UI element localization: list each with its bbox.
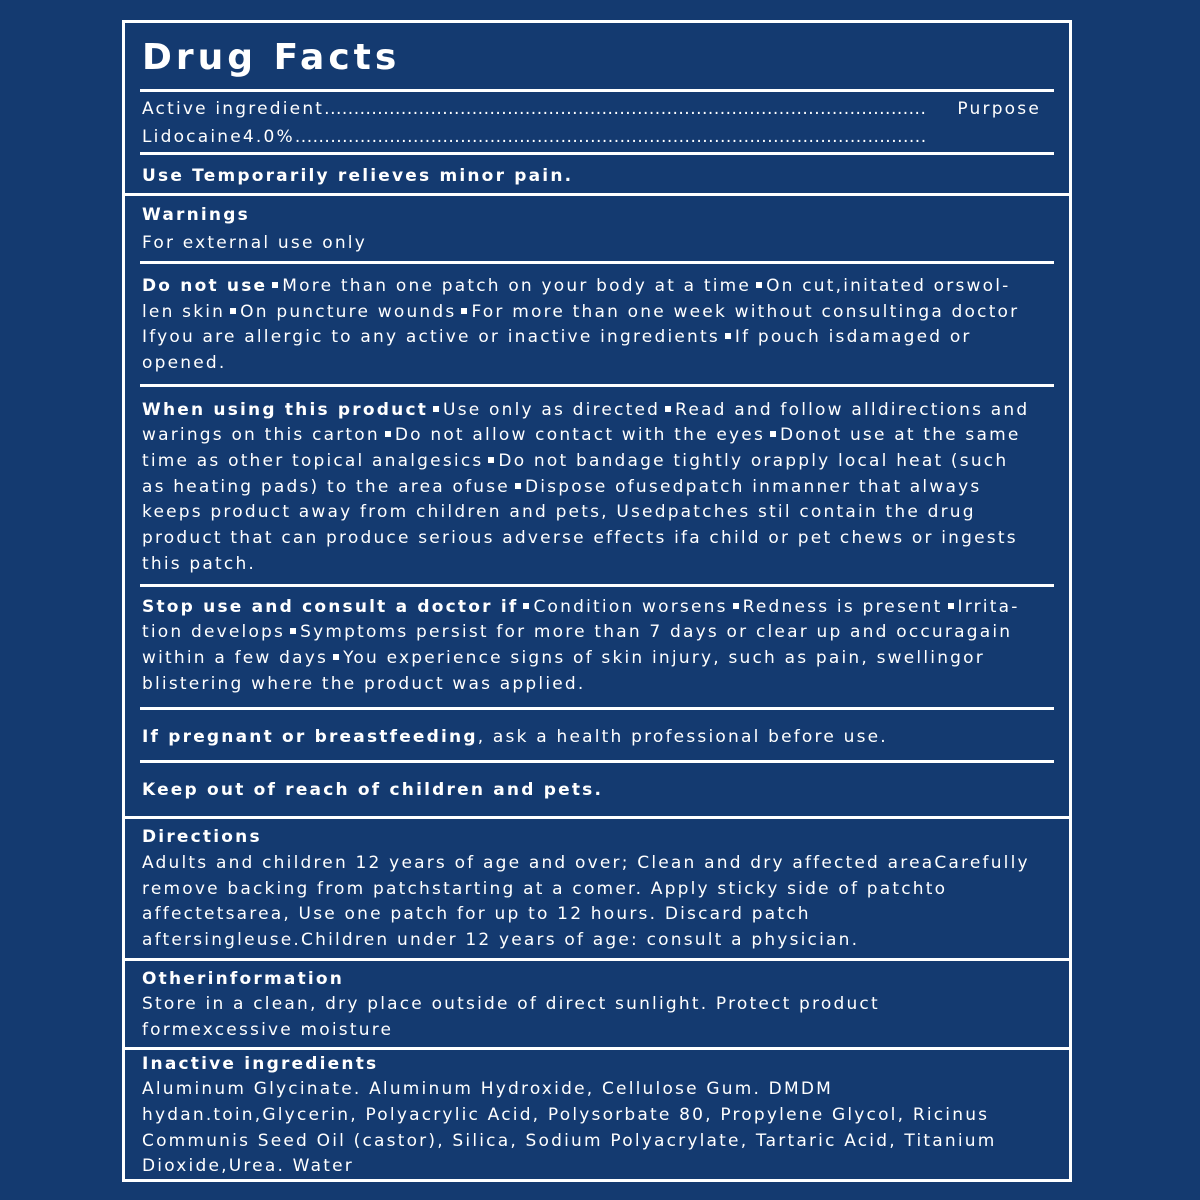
divider [140, 760, 1054, 763]
text: warings on this carton [142, 425, 380, 445]
text: within a few days [142, 648, 329, 668]
text: tion develops [142, 622, 286, 642]
text: formexcessive moisture [142, 1020, 394, 1040]
text: On cut,initated orswol- [766, 276, 1011, 296]
keep-out-statement: Keep out of reach of children and pets. [142, 780, 604, 800]
drug-facts-panel [122, 20, 1072, 1182]
bullet-icon [230, 308, 236, 314]
bullet-icon [433, 406, 439, 412]
text: Dispose ofusedpatch inmanner that always [524, 477, 982, 497]
purpose-label: Purpose [957, 99, 1041, 119]
text: aftersingleuse.Children under 12 years of age: consult a physician. [142, 930, 860, 950]
divider [125, 193, 1069, 196]
stop-use-heading: Stop use and consult a doctor if [142, 597, 519, 617]
text: Do not bandage tightly orapply local heat (such [498, 451, 1009, 471]
ingredient-name: Lidocaine4.0% [142, 127, 295, 147]
text: Use only as directed [443, 400, 661, 420]
divider [140, 384, 1054, 387]
text: Dioxide,Urea. Water [142, 1156, 354, 1176]
bullet-icon [756, 282, 762, 288]
pregnant-statement [142, 724, 888, 750]
leader-dots: ...................................................................................................... [324, 99, 927, 119]
text: Adults and children 12 years of age and over; Clean and dry affected areaCarefully [142, 853, 1030, 873]
other-information-heading: Otherinformation [142, 969, 345, 989]
text: Read and follow alldirections and [675, 400, 1030, 420]
bullet-icon [461, 308, 467, 314]
bullet-icon [665, 406, 671, 412]
leader-dots: ........................................................................................................... [294, 127, 927, 147]
active-ingredient-header [142, 96, 1055, 122]
do-not-use-heading: Do not use [142, 276, 268, 296]
text: len skin [142, 302, 226, 322]
bullet-icon [770, 431, 776, 437]
text: Communis Seed Oil (castor), Silica, Sodium Polyacrylate, Tartaric Acid, Titanium [142, 1131, 997, 1151]
active-ingredient-row [142, 124, 927, 150]
text: time as other topical analgesics [142, 451, 484, 471]
text: blistering where the product was applied. [142, 674, 586, 694]
divider [125, 958, 1069, 961]
divider [140, 261, 1054, 264]
divider [140, 584, 1054, 587]
text: Irrita- [957, 597, 1020, 617]
bullet-icon [948, 603, 954, 609]
divider [125, 816, 1069, 819]
text: this patch. [142, 554, 257, 574]
bullet-icon [488, 457, 494, 463]
text: Store in a clean, dry place outside of direct sunlight. Protect product [142, 994, 880, 1014]
text: If pouch isdamaged or [734, 327, 972, 347]
inactive-ingredients-heading: Inactive ingredients [142, 1054, 379, 1074]
text: Aluminum Glycinate. Aluminum Hydroxide, Cellulose Gum. DMDM [142, 1079, 833, 1099]
when-using-heading: When using this product [142, 400, 429, 420]
warnings-text: For external use only [142, 233, 367, 253]
drug-facts-title: Drug Facts [142, 37, 401, 78]
text: On puncture wounds [240, 302, 457, 322]
text: For more than one week without consultinga doctor [471, 302, 1020, 322]
text: Condition worsens [533, 597, 728, 617]
text: remove backing from patchstarting at a comer. Apply sticky side of patchto [142, 879, 948, 899]
bullet-icon [725, 333, 731, 339]
text: Ifyou are allergic to any active or inactive ingredients [142, 327, 720, 347]
bullet-icon [385, 431, 391, 437]
text: Symptoms persist for more than 7 days or clear up and occuragain [300, 622, 1013, 642]
bullet-icon [333, 654, 339, 660]
pregnant-heading: If pregnant or breastfeeding [142, 727, 478, 747]
divider [125, 1047, 1069, 1050]
divider [140, 89, 1054, 92]
text: , ask a health professional before use. [477, 727, 888, 747]
text: product that can produce serious adverse effects ifa child or pet chews or ingests [142, 528, 1018, 548]
warnings-heading: Warnings [142, 205, 250, 225]
text: Donot use at the same [780, 425, 1021, 445]
text: keeps product away from children and pets, Usedpatches stil contain the drug [142, 502, 976, 522]
bullet-icon [733, 603, 739, 609]
text: affectetsarea, Use one patch for up to 12 hours. Discard patch [142, 904, 811, 924]
bullet-icon [523, 603, 529, 609]
text: opened. [142, 353, 227, 373]
bullet-icon [290, 628, 296, 634]
use-statement: Use Temporarily relieves minor pain. [142, 166, 574, 186]
directions-heading: Directions [142, 827, 262, 847]
text: More than one patch on your body at a time [282, 276, 752, 296]
text: hydan.toin,Glycerin, Polyacrylic Acid, Polysorbate 80, Propylene Glycol, Ricinus [142, 1105, 990, 1125]
text: You experience signs of skin injury, such as pain, swellingor [343, 648, 985, 668]
text: Do not allow contact with the eyes [394, 425, 766, 445]
divider [140, 707, 1054, 710]
bullet-icon [515, 483, 521, 489]
divider [140, 152, 1054, 155]
active-ingredient-label: Active ingredient [142, 99, 325, 119]
bullet-icon [272, 282, 278, 288]
text: as heating pads) to the area ofuse [142, 477, 510, 497]
text: Redness is present [742, 597, 943, 617]
